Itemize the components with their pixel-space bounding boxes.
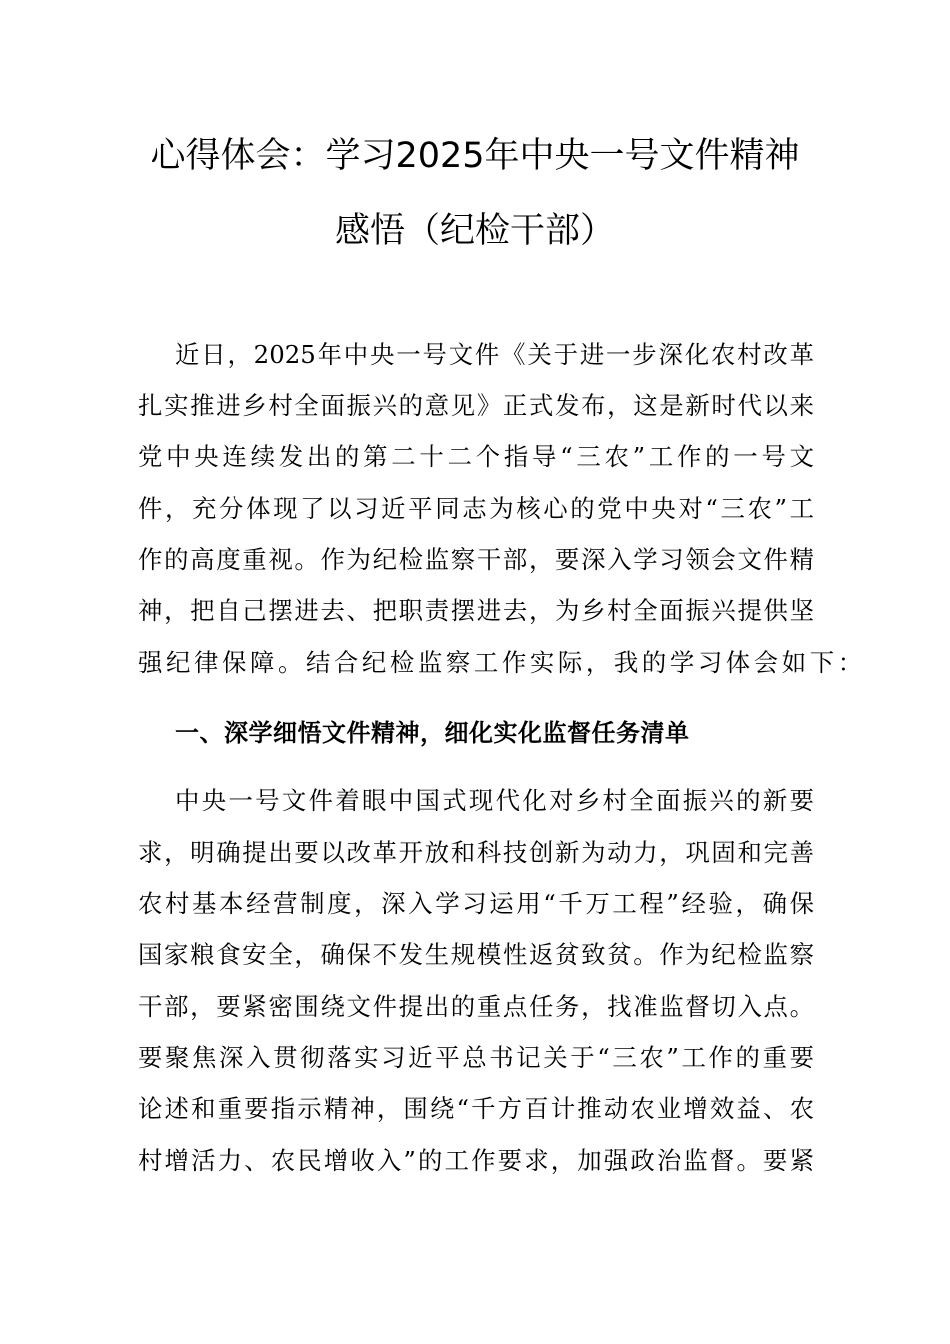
section-heading-1: 一、深学细悟文件精神，细化实化监督任务清单	[175, 719, 690, 747]
document-title-line-1: 心得体会：学习2025年中央一号文件精神	[150, 136, 800, 176]
paragraph-line: 干部，要紧密围绕文件提出的重点任务，找准监督切入点。	[138, 992, 814, 1021]
paragraph-line: 神，把自己摆进去、把职责摆进去，为乡村全面振兴提供坚	[138, 596, 814, 625]
paragraph-line: 近日，2025年中央一号文件《关于进一步深化农村改革	[175, 340, 814, 369]
paragraph-line: 农村基本经营制度，深入学习运用“千万工程”经验，确保	[138, 889, 814, 918]
paragraph-line: 件，充分体现了以习近平同志为核心的党中央对“三农”工	[138, 494, 814, 523]
paragraph-line: 论述和重要指示精神，围绕“千方百计推动农业增效益、农	[138, 1094, 814, 1123]
paragraph-line: 党中央连续发出的第二十二个指导“三农”工作的一号文	[138, 442, 814, 471]
paragraph-line: 中央一号文件着眼中国式现代化对乡村全面振兴的新要	[175, 786, 814, 815]
paragraph-line: 作的高度重视。作为纪检监察干部，要深入学习领会文件精	[138, 545, 814, 574]
paragraph-line: 要聚焦深入贯彻落实习近平总书记关于“三农”工作的重要	[138, 1043, 814, 1072]
paragraph-line: 强纪律保障。结合纪检监察工作实际，我的学习体会如下：	[138, 648, 866, 677]
paragraph-line: 村增活力、农民增收入”的工作要求，加强政治监督。要紧	[138, 1146, 814, 1175]
paragraph-line: 求，明确提出要以改革开放和科技创新为动力，巩固和完善	[138, 838, 814, 867]
document-title-line-2: 感悟（纪检干部）	[334, 211, 615, 251]
paragraph-line: 国家粮食安全，确保不发生规模性返贫致贫。作为纪检监察	[138, 940, 814, 969]
paragraph-line: 扎实推进乡村全面振兴的意见》正式发布，这是新时代以来	[138, 391, 814, 420]
